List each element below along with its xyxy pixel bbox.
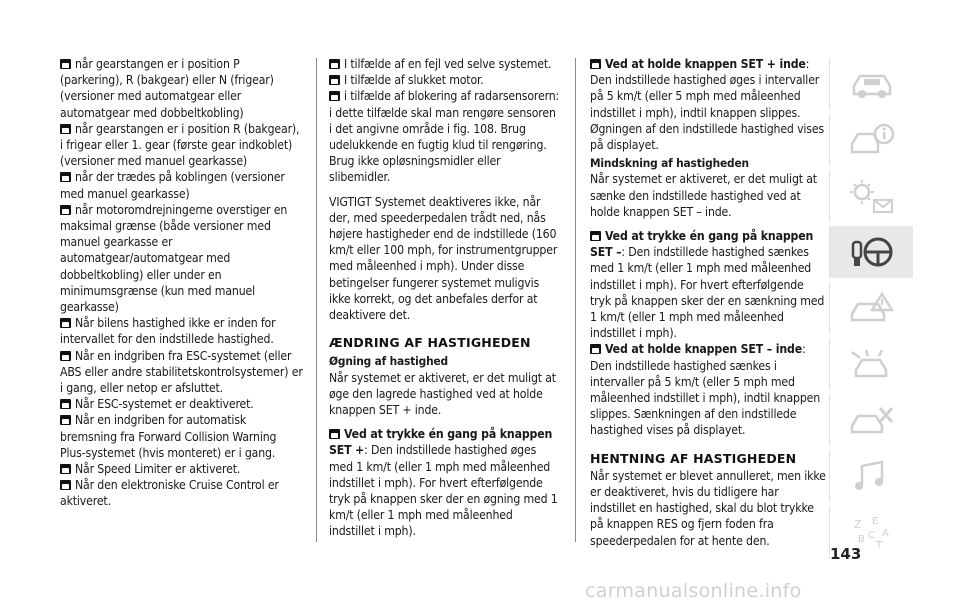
chapter-tab-info[interactable] <box>829 114 913 166</box>
chapter-tab-warning[interactable] <box>829 282 913 334</box>
text-column-3 <box>590 56 826 549</box>
bullet-icon <box>329 91 340 101</box>
svg-text:C: C <box>867 530 875 541</box>
chapter-tab-service[interactable] <box>829 394 913 446</box>
bullet-icon <box>60 480 71 490</box>
bullet-icon <box>60 205 71 215</box>
svg-text:E: E <box>871 516 878 527</box>
svg-text:T: T <box>875 540 882 551</box>
info-icon <box>846 120 898 160</box>
service-tools-icon <box>846 400 898 440</box>
bullet-icon <box>60 399 71 409</box>
list-item: Når bilens hastighed ikke er inden for intervallet for den indstillede hastighed. <box>60 316 276 347</box>
list-item: I tilfælde af en fejl ved selve systemet. <box>329 56 561 72</box>
text-column-2 <box>329 56 561 540</box>
steering-key-icon <box>846 232 898 272</box>
list-item: Når den elektroniske Cruise Control er aktiveret. <box>60 478 279 509</box>
column-divider <box>575 58 576 542</box>
sub-heading: Mindskning af hastigheden <box>590 156 749 171</box>
bullet-icon <box>590 344 601 354</box>
bullet-icon <box>60 59 71 69</box>
bullet-icon <box>590 231 601 241</box>
list-item: når gearstangen er i position R (bakgear), i frigear eller 1. gear (første gear indkoblet) (versioner med manuel gearkasse) <box>60 121 300 169</box>
svg-text:B: B <box>857 534 865 545</box>
chapter-tab-steering[interactable] <box>829 226 913 278</box>
list-item: når der trædes på koblingen (versioner med manuel gearkasse) <box>60 170 285 201</box>
page-number: 143 <box>830 545 862 563</box>
chapter-tab-multimedia[interactable] <box>829 450 913 502</box>
list-item: når motoromdrejningerne overstiger en maksimal grænse (både versioner med manuel gearkasse er automatgear/automatgear med dobbeltkobling) eller under en minimumsgrænse (kun med manuel gearkasse) <box>60 202 288 315</box>
chapter-tab-sidebar <box>829 58 913 562</box>
svg-text:Z: Z <box>853 518 862 531</box>
svg-text:A: A <box>881 528 889 539</box>
list-item: Ved at trykke én gang på knappen SET –: Den indstillede hastighed sænkes med 1 km/t (eller 1 mph med måleenhed indstillet i mph). For hvert efterfølgende tryk på knappen sker der en sænkning med 1 km/t (eller 1 mph med måleenhed indstillet i mph). <box>590 229 825 341</box>
bullet-icon <box>60 464 71 474</box>
list-item: Ved at holde knappen SET – inde: Den indstillede hastighed sænkes i intervaller på 5 km/t (eller 5 mph med måleenhed indstillet i mph), indtil knappen slippes. Sænkningen af den indstillede hastighed vises på displayet. <box>590 342 821 438</box>
paragraph: Når systemet er aktiveret, er det muligt at sænke den indstillede hastighed ved at holde knappen SET – inde. <box>590 172 817 219</box>
lights-mail-icon <box>846 176 898 216</box>
list-item: Når ESC-systemet er deaktiveret. <box>60 396 304 412</box>
chapter-tab-car-dashboard[interactable] <box>829 58 913 110</box>
car-dashboard-icon <box>846 64 898 104</box>
list-item: Ved at trykke én gang på knappen SET +: Den indstillede hastighed øges med 1 km/t (eller 1 mph med måleenhed indstillet i mph). For hvert efterfølgende tryk på knappen sker der en øgning med 1 km/t (eller 1 mph med måleenhed indstillet i mph). <box>329 427 558 539</box>
bullet-icon <box>60 351 71 361</box>
bullet-icon <box>60 415 71 425</box>
list-item: Når en indgriben for automatisk bremsning fra Forward Collision Warning Plus-systemet (hvis monteret) er i gang. <box>60 413 277 460</box>
bullet-icon <box>60 318 71 328</box>
list-item: når gearstangen er i position P (parkering), R (bakgear) eller N (frigear) (versioner med automatgear eller automatgear med dobbeltkobling) <box>60 57 274 120</box>
paragraph: Når systemet er blevet annulleret, men ikke er deaktiveret, hvis du tidligere har indstillet en hastighed, skal du blot trykke på knappen RES og fjern foden fra speederpedalen for at hente den. <box>590 468 826 548</box>
chapter-tab-crash[interactable] <box>829 338 913 390</box>
bullet-icon <box>60 172 71 182</box>
sub-heading: Øgning af hastighed <box>329 354 448 369</box>
crash-car-icon <box>846 344 898 384</box>
watermark: carmanualsonline.info <box>585 580 802 602</box>
section-heading: ÆNDRING AF HASTIGHEDEN <box>329 335 531 351</box>
warning-car-icon <box>846 288 898 328</box>
important-note: VIGTIGT Systemet deaktiveres ikke, når der, med speederpedalen trådt ned, nås højere hastigheder end de indstillede (160 km/t eller 100 mph, for instrumentgrupper med måleenhed i mph). Under disse betingelser fungerer systemet muligvis ikke korrekt, og det anbefales derfor at deaktivere det. <box>329 194 558 323</box>
bullet-icon <box>60 124 71 134</box>
music-icon <box>846 456 898 496</box>
section-heading: HENTNING AF HASTIGHEDEN <box>590 450 797 466</box>
bullet-icon <box>590 59 601 69</box>
bullet-icon <box>329 429 340 439</box>
list-item: I tilfælde af slukket motor. <box>329 72 561 88</box>
list-item: Når en indgriben fra ESC-systemet (eller ABS eller andre stabilitetskontrolsystemer) er i gang, eller netop er afsluttet. <box>60 348 303 396</box>
list-item: i tilfælde af blokering af radarsensorern: i dette tilfælde skal man rengøre sensoren i det angivne område i fig. 108. Brug udelukkende en fugtig klud til rengøring. Brug ikke opløsningsmidler eller slibemidler. <box>329 89 560 185</box>
bullet-icon <box>329 59 340 69</box>
list-item: Ved at holde knappen SET + inde: Den indstillede hastighed øges i intervaller på 5 km/t (eller 5 mph med måleenhed indstillet i mph), indtil knappen slippes. Øgningen af den indstillede hastighed vises på displayet. <box>590 57 825 153</box>
column-divider <box>316 58 317 542</box>
bullet-icon <box>329 75 340 85</box>
text-column-1 <box>60 56 304 510</box>
list-item: Når Speed Limiter er aktiveret. <box>60 461 304 477</box>
paragraph: Når systemet er aktiveret, er det muligt at øge den lagrede hastighed ved at holde knappen SET + inde. <box>329 370 556 418</box>
chapter-tab-lights[interactable] <box>829 170 913 222</box>
